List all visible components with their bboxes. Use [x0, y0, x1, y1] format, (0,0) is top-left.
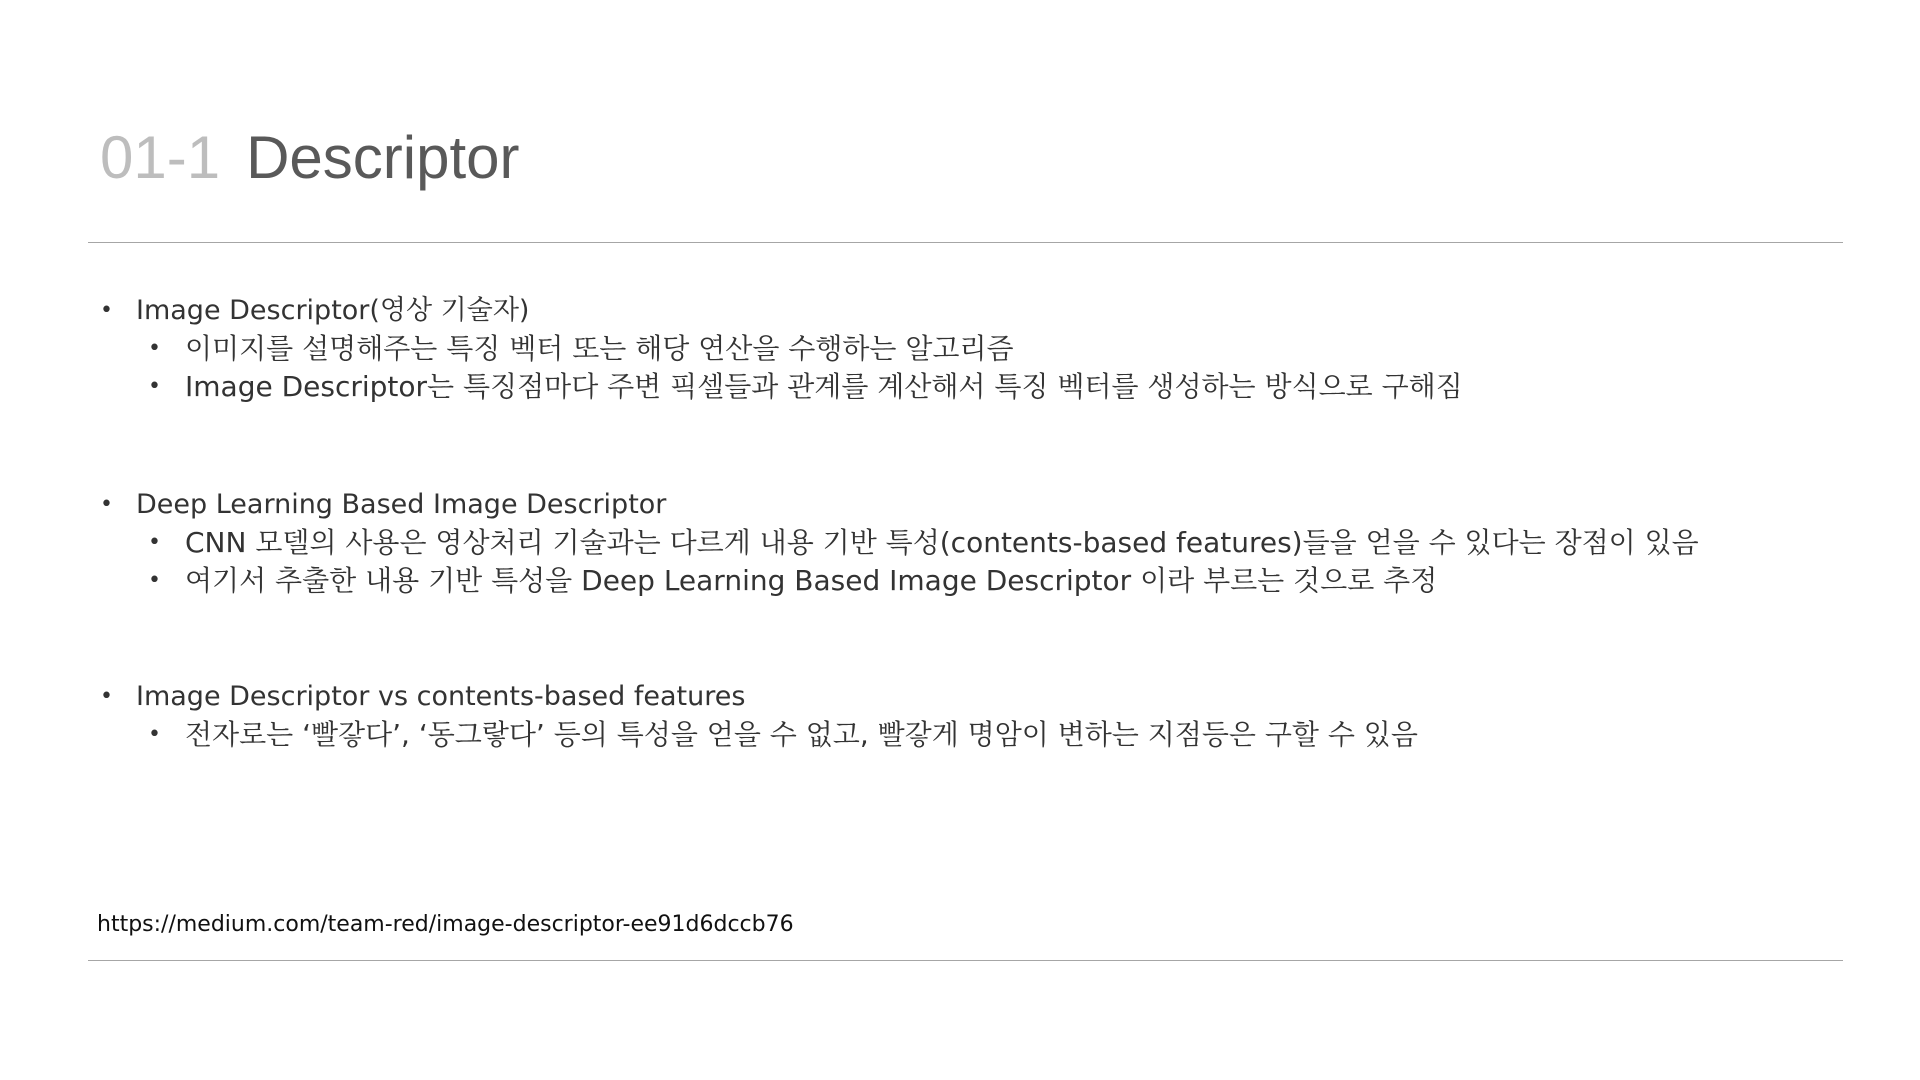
- section-image-descriptor: [100, 292, 1860, 406]
- footer-divider: [88, 960, 1843, 961]
- list-item-text: 여기서 추출한 내용 기반 특성을 Deep Learning Based Image Descriptor 이라 부르는 것으로 추정: [185, 564, 1438, 597]
- section-heading: [100, 678, 1860, 716]
- list-item: [100, 368, 1860, 406]
- section-deep-learning-descriptor: [100, 486, 1860, 600]
- bullet-icon: •: [148, 336, 161, 361]
- title-number: 01-1: [100, 124, 221, 191]
- bullet-icon: •: [100, 298, 113, 323]
- bullet-icon: •: [148, 722, 161, 747]
- section-heading: [100, 292, 1860, 330]
- bullet-icon: •: [148, 568, 161, 593]
- title-divider: [88, 242, 1843, 243]
- heading-text: Deep Learning Based Image Descriptor: [136, 489, 667, 520]
- slide-title: [100, 118, 520, 198]
- section-descriptor-vs-features: [100, 678, 1860, 754]
- list-item-text: 이미지를 설명해주는 특징 벡터 또는 해당 연산을 수행하는 알고리즘: [185, 332, 1014, 365]
- bullet-icon: •: [100, 684, 113, 709]
- heading-text: Image Descriptor vs contents-based features: [136, 681, 746, 712]
- list-item-text: Image Descriptor는 특징점마다 주변 픽셀들과 관계를 계산해서 특징 벡터를 생성하는 방식으로 구해짐: [185, 370, 1463, 403]
- list-item: [100, 524, 1860, 562]
- heading-text: Image Descriptor(영상 기술자): [136, 295, 530, 326]
- section-heading: [100, 486, 1860, 524]
- source-link[interactable]: https://medium.com/team-red/image-descriptor-ee91d6dccb76: [97, 912, 794, 937]
- list-item-text: CNN 모델의 사용은 영상처리 기술과는 다르게 내용 기반 특성(contents-based features)들을 얻을 수 있다는 장점이 있음: [185, 526, 1699, 559]
- bullet-icon: •: [148, 530, 161, 555]
- list-item: [100, 716, 1860, 754]
- list-item-text: 전자로는 ‘빨갛다’, ‘동그랗다’ 등의 특성을 얻을 수 없고, 빨갛게 명암이 변하는 지점등은 구할 수 있음: [185, 718, 1418, 751]
- bullet-icon: •: [100, 492, 113, 517]
- list-item: [100, 330, 1860, 368]
- title-text: Descriptor: [246, 124, 520, 191]
- list-item: [100, 562, 1860, 600]
- bullet-icon: •: [148, 374, 161, 399]
